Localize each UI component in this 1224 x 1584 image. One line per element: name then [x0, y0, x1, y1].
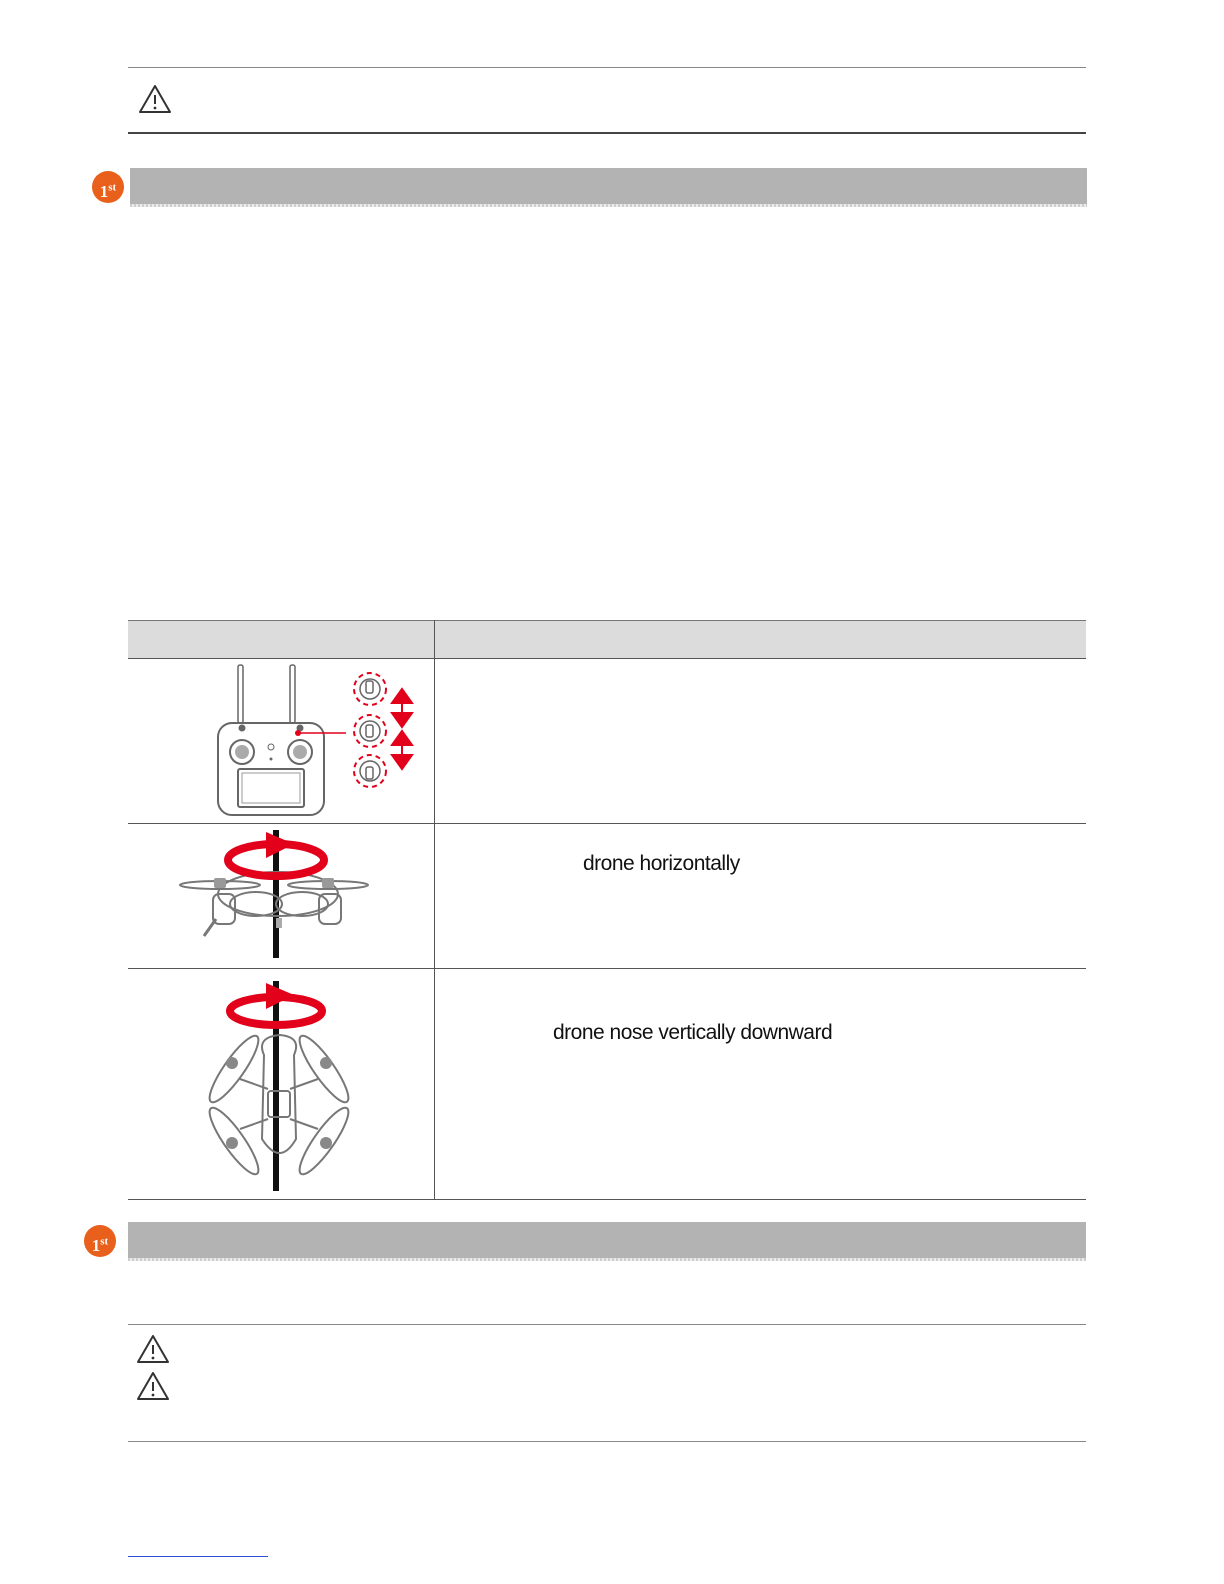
table-row: [128, 969, 1086, 1200]
step-text-cell: [435, 969, 1087, 1200]
step-text-cell: [435, 824, 1087, 969]
table-row: [128, 824, 1086, 969]
remote-controller-cell: [128, 659, 435, 824]
top-divider: [128, 67, 1086, 68]
section-header-bar: [128, 1222, 1086, 1258]
warning-icon: [138, 84, 172, 114]
warning-divider-top: [128, 1324, 1086, 1325]
top-divider-bottom: [128, 132, 1086, 134]
step-description: drone horizontally: [583, 852, 740, 875]
drone-nose-down-icon: [128, 969, 434, 1199]
drone-horizontal-icon: [128, 824, 434, 968]
section-header-bar: [130, 168, 1087, 204]
remote-controller-icon: [128, 659, 434, 823]
nose-down-rotation-cell: [128, 969, 435, 1200]
footer-link-underline[interactable]: [128, 1556, 268, 1557]
warning-icon: [136, 1371, 170, 1401]
first-step-badge: 1st: [92, 171, 124, 203]
calibration-table: [128, 620, 1086, 1200]
first-step-badge: 1st: [84, 1225, 116, 1257]
step-text-cell: [435, 659, 1087, 824]
step-description: drone nose vertically downward: [553, 1021, 833, 1044]
table-header-image: [128, 621, 435, 659]
table-row: [128, 659, 1086, 824]
warning-icon: [136, 1334, 170, 1364]
horizontal-rotation-cell: [128, 824, 435, 969]
warning-divider-bottom: [128, 1441, 1086, 1442]
table-header-step: [435, 621, 1087, 659]
